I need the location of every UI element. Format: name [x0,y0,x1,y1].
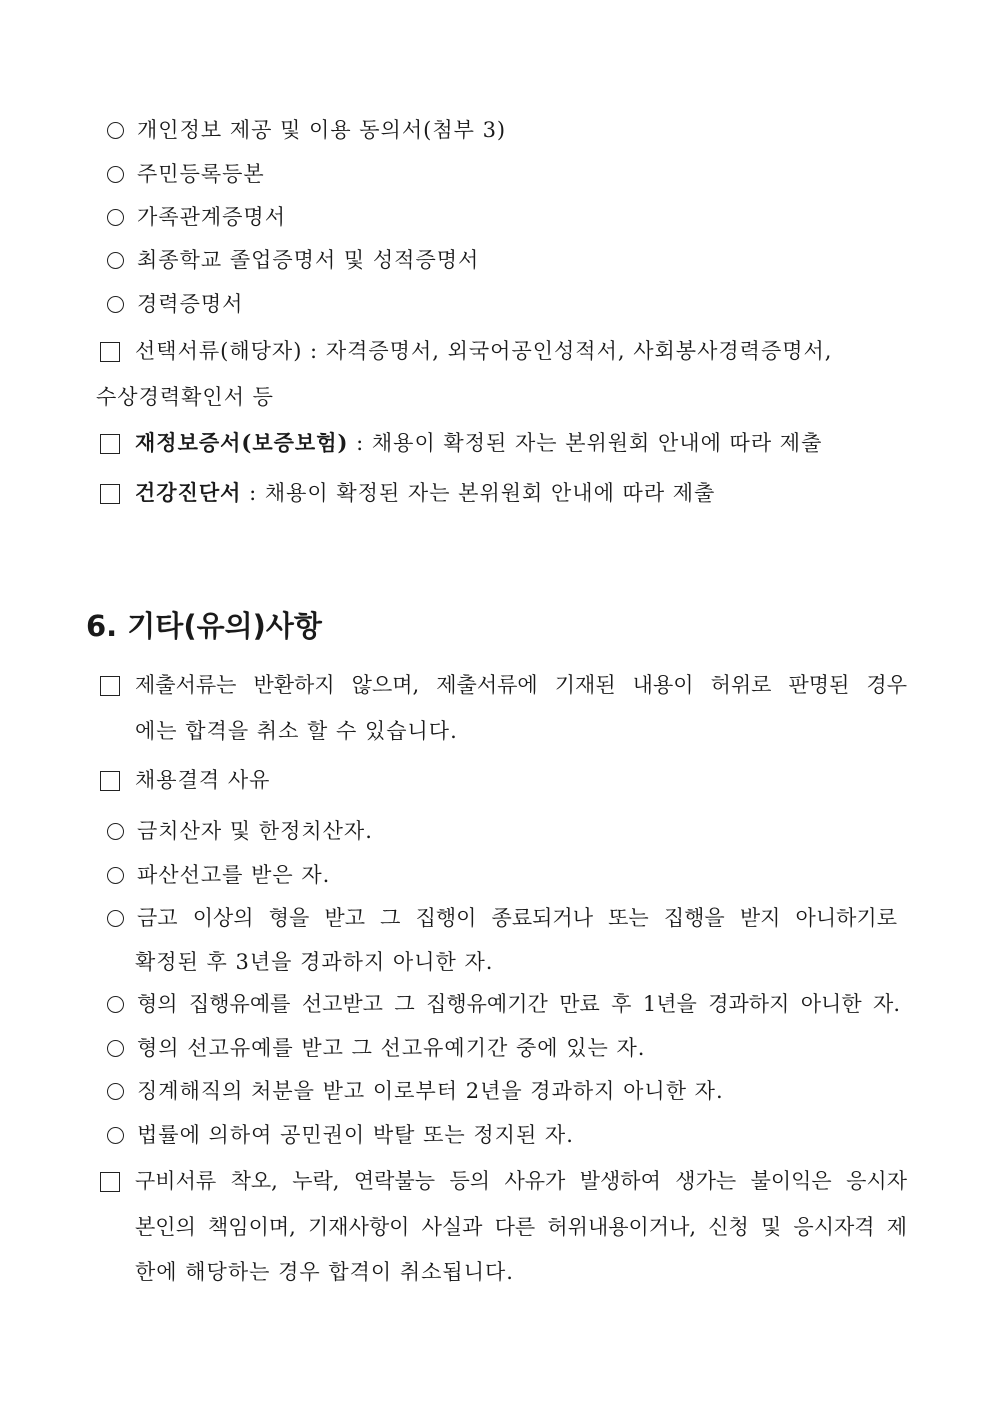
bullet-circle-icon [107,1040,124,1057]
optional-docs-line2: 수상경력확인서 등 [96,385,274,409]
guarantee-line [135,428,822,458]
note2-line3: 한에 해당하는 경우 합격이 취소됩니다. [135,1260,514,1284]
bullet-square-icon [100,676,120,696]
doc-item-graduation: 최종학교 졸업증명서 및 성적증명서 [137,248,480,272]
doc-item-consent: 개인정보 제공 및 이용 동의서(첨부 3) [137,118,507,142]
bullet-square-icon [100,484,120,504]
bullet-circle-icon [107,823,124,840]
bullet-circle-icon [107,122,124,139]
disqual-item: 형의 선고유예를 받고 그 선고유예기간 중에 있는 자. [137,1036,646,1060]
note2-line2: 본인의 책임이며, 기재사항이 사실과 다른 허위내용이거나, 신청 및 응시자격 제 [135,1215,907,1239]
note1-line1: 제출서류는 반환하지 않으며, 제출서류에 기재된 내용이 허위로 판명된 경우 [135,673,907,697]
disqual-title: 채용결격 사유 [135,768,271,792]
guarantee-text: : 채용이 확정된 자는 본위원회 안내에 따라 제출 [348,431,823,455]
bullet-circle-icon [107,1083,124,1100]
bullet-circle-icon [107,166,124,183]
section-title: 6. 기타(유의)사항 [86,609,322,643]
disqual-item: 파산선고를 받은 자. [137,863,331,887]
bullet-circle-icon [107,996,124,1013]
note2-line1: 구비서류 착오, 누락, 연락불능 등의 사유가 발생하여 생가는 불이익은 응시자 [135,1169,907,1193]
bullet-square-icon [100,1172,120,1192]
disqual-item-continuation: 확정된 후 3년을 경과하지 아니한 자. [135,950,494,974]
disqual-item: 금치산자 및 한정치산자. [137,819,373,843]
disqual-item: 금고 이상의 형을 받고 그 집행이 종료되거나 또는 집행을 받지 아니하기로 [137,906,897,930]
bullet-square-icon [100,771,120,791]
health-title: 건강진단서 [135,480,242,505]
note1-line2: 에는 합격을 취소 할 수 있습니다. [135,719,458,743]
guarantee-title: 재정보증서(보증보험) [135,430,349,455]
bullet-circle-icon [107,867,124,884]
bullet-circle-icon [107,1127,124,1144]
doc-item-career: 경력증명서 [137,292,244,316]
disqual-item: 형의 집행유예를 선고받고 그 집행유예기간 만료 후 1년을 경과하지 아니한 자. [137,992,900,1016]
bullet-square-icon [100,434,120,454]
bullet-circle-icon [107,209,124,226]
doc-item-resident-register: 주민등록등본 [137,162,265,186]
optional-docs-line1: 선택서류(해당자) : 자격증명서, 외국어공인성적서, 사회봉사경력증명서, [135,339,833,363]
bullet-circle-icon [107,296,124,313]
bullet-circle-icon [107,252,124,269]
disqual-item: 법률에 의하여 공민권이 박탈 또는 정지된 자. [137,1123,574,1147]
health-line [135,478,715,508]
disqual-item: 징계해직의 처분을 받고 이로부터 2년을 경과하지 아니한 자. [137,1079,724,1103]
bullet-circle-icon [107,910,124,927]
health-text: : 채용이 확정된 자는 본위원회 안내에 따라 제출 [241,481,716,505]
bullet-square-icon [100,342,120,362]
doc-item-family-certificate: 가족관계증명서 [137,205,287,229]
